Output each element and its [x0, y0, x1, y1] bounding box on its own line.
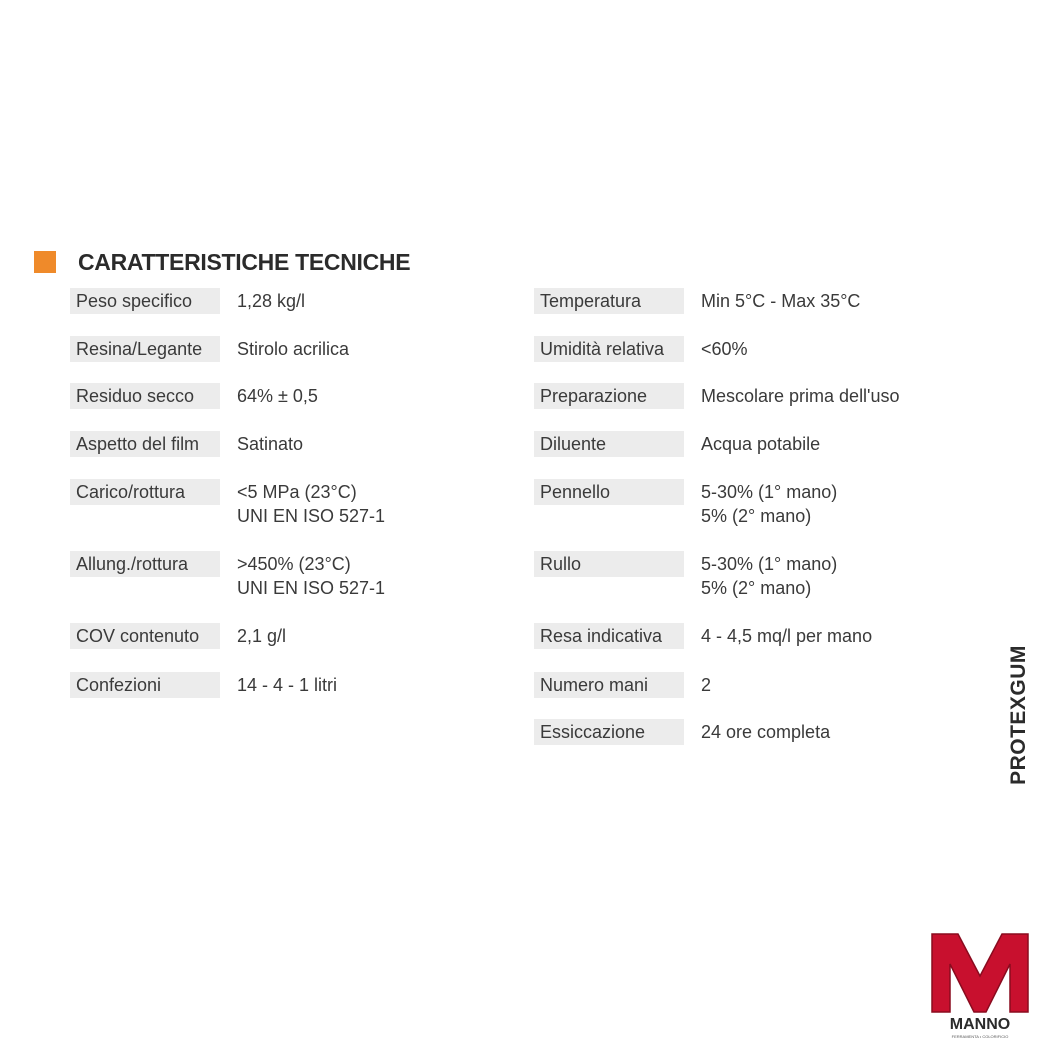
spec-row — [70, 383, 318, 409]
spec-label: Resa indicativa — [534, 623, 684, 649]
spec-row — [70, 551, 385, 600]
spec-row — [70, 431, 303, 457]
spec-value: 2 — [701, 675, 712, 695]
spec-value: Mescolare prima dell'uso — [701, 386, 900, 406]
spec-label: Peso specifico — [70, 288, 220, 314]
spec-row — [534, 479, 837, 528]
spec-value: 1,28 kg/l — [237, 291, 306, 311]
spec-value: 5-30% (1° mano) 5% (2° mano) — [701, 554, 838, 598]
spec-row — [70, 479, 385, 528]
orange-square-icon — [34, 251, 56, 273]
spec-row — [534, 623, 872, 649]
spec-value: Min 5°C - Max 35°C — [701, 291, 861, 311]
spec-label: Rullo — [534, 551, 684, 577]
spec-value: 64% ± 0,5 — [237, 386, 318, 406]
spec-label: Residuo secco — [70, 383, 220, 409]
spec-value: >450% (23°C) UNI EN ISO 527-1 — [237, 554, 386, 598]
spec-row — [534, 551, 837, 600]
spec-value: Satinato — [237, 434, 304, 454]
product-name-vertical: PROTEXGUM — [1007, 645, 1030, 785]
manno-logo — [928, 930, 1032, 1042]
spec-label: Aspetto del film — [70, 431, 220, 457]
spec-value: <5 MPa (23°C) UNI EN ISO 527-1 — [237, 482, 386, 526]
spec-row — [70, 336, 349, 362]
section-heading — [34, 246, 410, 278]
spec-row — [534, 336, 748, 362]
spec-value: Acqua potabile — [701, 434, 821, 454]
spec-label: COV contenuto — [70, 623, 220, 649]
spec-value: 4 - 4,5 mq/l per mano — [701, 626, 873, 646]
spec-value: 2,1 g/l — [237, 626, 287, 646]
logo-tagline: FERRAMENTA • COLORIFICIO — [951, 1034, 1009, 1039]
spec-label: Resina/Legante — [70, 336, 220, 362]
spec-row — [534, 431, 820, 457]
spec-row — [70, 288, 305, 314]
spec-row — [70, 672, 337, 698]
spec-row — [534, 719, 830, 745]
spec-label: Umidità relativa — [534, 336, 684, 362]
logo-name: MANNO — [949, 1016, 1011, 1033]
spec-label: Preparazione — [534, 383, 684, 409]
spec-value: Stirolo acrilica — [237, 339, 350, 359]
spec-value: 14 - 4 - 1 litri — [237, 675, 338, 695]
spec-label: Confezioni — [70, 672, 220, 698]
spec-value: 24 ore completa — [701, 722, 831, 742]
section-title: CARATTERISTICHE TECNICHE — [78, 248, 411, 275]
spec-label: Pennello — [534, 479, 684, 505]
spec-row — [534, 383, 900, 409]
spec-row — [534, 288, 860, 314]
spec-value: <60% — [701, 339, 748, 359]
spec-label: Essiccazione — [534, 719, 684, 745]
spec-label: Numero mani — [534, 672, 684, 698]
spec-row — [70, 623, 286, 649]
spec-row — [534, 672, 711, 698]
spec-label: Carico/rottura — [70, 479, 220, 505]
spec-label: Temperatura — [534, 288, 684, 314]
spec-label: Allung./rottura — [70, 551, 220, 577]
spec-label: Diluente — [534, 431, 684, 457]
spec-value: 5-30% (1° mano) 5% (2° mano) — [701, 482, 838, 526]
